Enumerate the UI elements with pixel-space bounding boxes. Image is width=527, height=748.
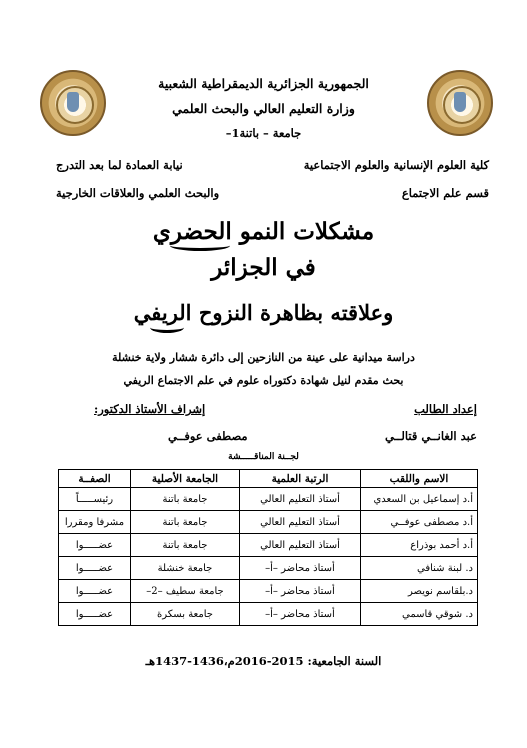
deanery-line-1: نيابة العمادة لما بعد التدرج	[56, 158, 183, 172]
republic-name: الجمهورية الجزائرية الديمقراطية الشعبية	[158, 76, 369, 91]
table-row	[59, 557, 478, 580]
committee-header-row	[59, 470, 478, 488]
member-role: رئيســـــاً	[59, 488, 131, 511]
member-rank: أستاذ التعليم العالي	[240, 511, 361, 534]
thesis-title-line-2: في الجزائر	[211, 254, 316, 281]
member-role: عضـــــوا	[59, 557, 131, 580]
member-university: جامعة باتنة	[131, 534, 240, 557]
member-rank: أستاذ محاضر –أ–	[240, 557, 361, 580]
committee-table	[58, 469, 478, 626]
member-name: د. شوقي قاسمي	[361, 603, 478, 626]
member-role: مشرفا ومقررا	[59, 511, 131, 534]
member-university: جامعة باتنة	[131, 488, 240, 511]
committee-heading: لجــنة المناقـــــشة	[228, 452, 299, 462]
table-row	[59, 603, 478, 626]
faculty-name: كلية العلوم الإنسانية والعلوم الاجتماعية	[303, 158, 489, 172]
student-name: عبد الغانــي قتالــي	[385, 429, 477, 443]
member-rank: أستاذ محاضر –أ–	[240, 580, 361, 603]
column-header-name: الاسم واللقب	[361, 470, 478, 488]
member-name: د.بلقاسم نويصر	[361, 580, 478, 603]
title-swash-3	[150, 322, 184, 333]
column-header-university: الجامعة الأصلية	[131, 470, 240, 488]
department-name: قسم علم الاجتماع	[401, 186, 489, 200]
table-row	[59, 534, 478, 557]
member-university: جامعة سطيف –2–	[131, 580, 240, 603]
thesis-title-line-1: مشكلات النمو الحضري	[152, 218, 375, 245]
member-name: د. لبنة شنافي	[361, 557, 478, 580]
member-university: جامعة بسكرة	[131, 603, 240, 626]
table-row	[59, 580, 478, 603]
member-rank: أستاذ التعليم العالي	[240, 534, 361, 557]
title-swash-1	[170, 240, 230, 251]
member-role: عضـــــوا	[59, 534, 131, 557]
table-row	[59, 488, 478, 511]
column-header-rank: الرتبة العلمية	[240, 470, 361, 488]
member-university: جامعة باتنة	[131, 511, 240, 534]
student-label: إعداد الطالب	[414, 402, 477, 416]
ministry-name: وزارة التعليم العالي والبحث العلمي	[172, 101, 355, 116]
university-name: جامعة – باتنة1–	[225, 126, 302, 140]
table-row	[59, 511, 478, 534]
supervisor-label: إشراف الأستاذ الدكتور:	[94, 402, 206, 416]
member-rank: أستاذ التعليم العالي	[240, 488, 361, 511]
member-role: عضـــــوا	[59, 603, 131, 626]
academic-year: السنة الجامعية: 2015-2016م،1436-1437هـ	[145, 654, 382, 668]
deanery-line-2: والبحث العلمي والعلاقات الخارجية	[56, 186, 220, 200]
member-role: عضـــــوا	[59, 580, 131, 603]
member-name: أ.د أحمد بوذراع	[361, 534, 478, 557]
study-description: دراسة ميدانية على عينة من النازحين إلى دائرة ششار ولاية خنشلة	[112, 351, 415, 364]
member-name: أ.د إسماعيل بن السعدي	[361, 488, 478, 511]
member-name: أ.د مصطفى عوفــي	[361, 511, 478, 534]
member-rank: أستاذ محاضر –أ–	[240, 603, 361, 626]
supervisor-name: مصطفى عوفــي	[168, 429, 248, 443]
thesis-title-line-3: وعلاقته بظاهرة النزوح الريفي	[133, 300, 394, 325]
column-header-role: الصفــة	[59, 470, 131, 488]
degree-description: بحث مقدم لنيل شهادة دكتوراه علوم في علم الاجتماع الريفي	[123, 374, 404, 387]
member-university: جامعة خنشلة	[131, 557, 240, 580]
